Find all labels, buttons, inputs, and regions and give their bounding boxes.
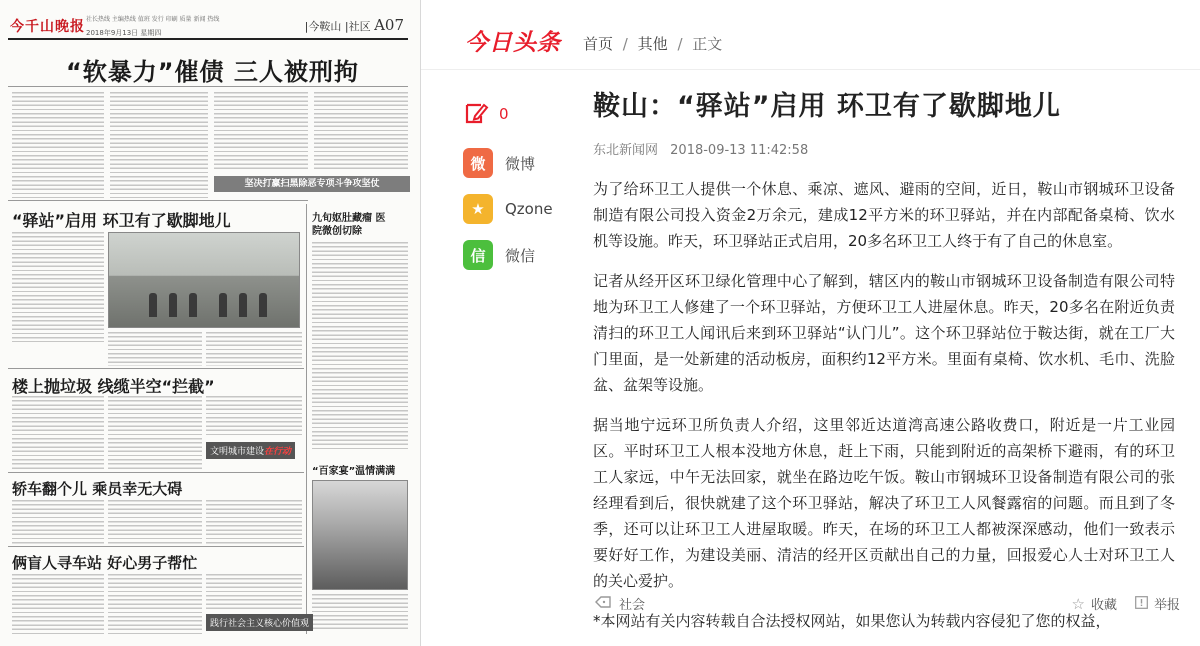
breadcrumb-current: 正文 [692, 35, 723, 53]
newspaper-tag-civil-label: 文明城市建设 [210, 447, 265, 457]
share-panel [463, 96, 553, 286]
newspaper-tag-civil [206, 442, 295, 459]
top-bar [421, 0, 1200, 70]
newspaper-text-column [312, 242, 408, 450]
report-button[interactable] [1135, 594, 1180, 613]
newspaper-section [305, 16, 404, 34]
breadcrumb-category[interactable]: 其他 [637, 35, 668, 53]
tag-button[interactable] [595, 594, 645, 613]
newspaper-headline-side2: “百家宴”温情满满 [312, 466, 396, 477]
brand-logo[interactable]: 今日头条 [465, 30, 561, 56]
newspaper-page-number: A07 [374, 16, 404, 34]
newspaper-masthead [8, 14, 408, 40]
weibo-icon: 微 [463, 148, 493, 178]
newspaper-rule [306, 204, 307, 634]
newspaper-text-column [12, 232, 104, 342]
wechat-icon: 信 [463, 240, 493, 270]
article-paragraph: 记者从经开区环卫绿化管理中心了解到，辖区内的鞍山市钢城环卫设备制造有限公司特地为环卫工人修建了一个环卫驿站，方便环卫工人进屋休息。昨天，20多名在附近负责清扫的环卫工人闻讯后来到环卫驿站“认门儿”。这个环卫驿站位于鞍达街，就在工厂大门里面，是一处新建的活动板房，面积约12平方米。里面有桌椅、饮水机、毛巾、洗脸盆、盆架等设施。 [593, 272, 1175, 394]
newspaper-rule [8, 200, 308, 201]
comment-edit-icon [463, 100, 491, 128]
newspaper-text-column [108, 500, 202, 544]
newspaper-image [0, 0, 421, 646]
report-label: 举报 [1153, 598, 1180, 613]
newspaper-text-column [312, 594, 408, 632]
article-paragraph: 为了给环卫工人提供一个休息、乘凉、遮风、避雨的空间，近日，鞍山市钢城环卫设备制造有限公司投入资金2万余元，建成12平方米的环卫驿站，并在内部配备桌椅、饮水机等设施。昨天，环卫驿站正式启用，20多名环卫工人终于有了自己的休息室。 [593, 180, 1175, 250]
tag-icon [595, 594, 611, 613]
collect-button[interactable] [1072, 594, 1117, 613]
newspaper-text-column [12, 396, 104, 470]
newspaper-section-label: |今鞍山 |社区 [304, 20, 371, 33]
breadcrumb-separator: / [622, 35, 628, 53]
qzone-icon: ★ [463, 194, 493, 224]
breadcrumb-separator: / [677, 35, 683, 53]
report-icon [1135, 595, 1148, 613]
article-paragraph: 据当地宁远环卫所负责人介绍，这里邻近达道湾高速公路收费口，附近是一片工业园区。平时环卫工人根本没地方休息，赶上下雨，只能到附近的高架桥下避雨，有的环卫工人家远，中午无法回家，就坐在路边吃午饭。鞍山市钢城环卫设备制造有限公司的张经理看到后，很快就建了这个环卫驿站，解决了环卫工人风餐露宿的问题。而且到了冬季，还可以让环卫工人进屋取暖。昨天，在场的环卫工人都被深深感动，他们一致表示要好好工作，为建设美丽、清洁的经开区贡献出自己的力量，回报爱心人士对环卫工人的关心爱护。 [593, 416, 1175, 590]
newspaper-tag-civil-em: 在行动 [264, 447, 292, 457]
share-weibo-button[interactable] [463, 148, 553, 178]
newspaper-headline-car: 轿车翻个儿 乘员幸无大碍 [12, 480, 183, 498]
newspaper-rule [8, 368, 304, 369]
newspaper-text-column [206, 500, 302, 544]
newspaper-text-column [108, 396, 202, 470]
newspaper-banner: 坚决打赢扫黑除恶专项斗争攻坚仗 [214, 176, 410, 192]
collect-label: 收藏 [1090, 598, 1117, 613]
footer-actions [1054, 594, 1180, 613]
newspaper-rule [8, 546, 304, 547]
newspaper-text-column [108, 332, 202, 366]
newspaper-date: 2018年9月13日 星期四 [86, 29, 162, 37]
article-page [421, 0, 1200, 646]
newspaper-text-column [206, 396, 302, 436]
newspaper-tag-bottom: 践行社会主义核心价值观 [206, 614, 313, 631]
newspaper-headline-side1: 九旬妪肚藏瘤 医院微创切除 [312, 213, 386, 237]
share-weibo-label: 微博 [505, 154, 536, 173]
comment-button[interactable] [463, 96, 553, 132]
share-wechat-button[interactable] [463, 240, 553, 270]
article-disclaimer: *本网站有关内容转载自合法授权网站，如果您认为转载内容侵犯了您的权益， [593, 612, 1111, 630]
newspaper-rule [8, 472, 304, 473]
newspaper-logo: 今千山晚报 [10, 19, 85, 35]
newspaper-headline-station: “驿站”启用 环卫有了歇脚地儿 [12, 211, 231, 230]
newspaper-text-column [108, 574, 202, 634]
star-icon: ☆ [1071, 594, 1085, 613]
newspaper-text-column [110, 92, 208, 198]
newspaper-headline-garbage: 楼上抛垃圾 线缆半空“拦截” [12, 377, 215, 396]
newspaper-text-column [206, 574, 302, 610]
article-title: 鞍山：“驿站”启用 环卫有了歇脚地儿 [593, 91, 1061, 122]
article-footer [421, 586, 1200, 622]
newspaper-text-column [12, 574, 104, 634]
newspaper-text-column [314, 92, 408, 172]
article-meta [593, 139, 1175, 158]
newspaper-headline-help: 俩盲人寻车站 好心男子帮忙 [12, 554, 198, 572]
share-qzone-button[interactable] [463, 194, 553, 224]
newspaper-photo-sanitation-station [108, 232, 300, 328]
breadcrumb-home[interactable]: 首页 [583, 35, 614, 53]
article-source[interactable]: 东北新闻网 [593, 143, 659, 158]
comment-count: 0 [499, 105, 509, 123]
newspaper-headline-main: “软暴力”催债 三人被刑拘 [66, 58, 359, 86]
article-datetime: 2018-09-13 11:42:58 [670, 143, 809, 158]
newspaper-text-column [214, 92, 308, 172]
newspaper-photo-banquet [312, 480, 408, 590]
share-wechat-label: 微信 [505, 246, 536, 265]
tag-label: 社会 [619, 598, 646, 613]
breadcrumb [583, 33, 722, 54]
newspaper-text-column [12, 92, 104, 198]
share-qzone-label: Qzone [505, 200, 553, 218]
newspaper-text-column [12, 500, 104, 544]
newspaper-rule [8, 86, 408, 87]
newspaper-text-column [206, 332, 302, 366]
newspaper-meta: 社长热线 主编热线 值班 发行 印刷 质量 新闻 热线 [86, 16, 220, 23]
article [593, 84, 1175, 634]
